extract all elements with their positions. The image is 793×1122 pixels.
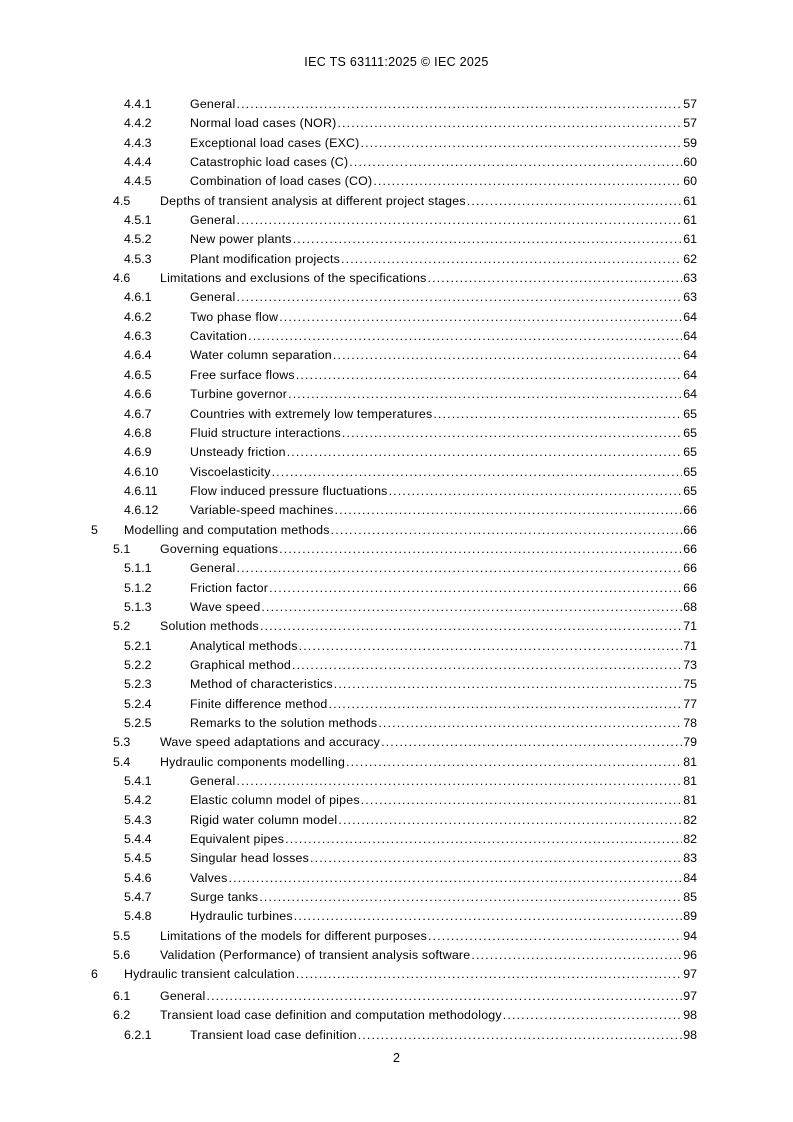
toc-entry-title: General bbox=[190, 97, 236, 111]
dot-leader bbox=[428, 928, 682, 944]
toc-entry[interactable] bbox=[0, 191, 793, 210]
toc-entry-title: Unsteady friction bbox=[190, 445, 286, 460]
toc-entry-title: Finite difference method bbox=[190, 696, 328, 711]
toc-entry-title: Free surface flows bbox=[190, 367, 295, 382]
toc-entry-line bbox=[160, 1007, 697, 1023]
toc-entry-title: Wave speed bbox=[190, 599, 261, 614]
toc-entry[interactable] bbox=[0, 713, 793, 732]
toc-entry[interactable] bbox=[0, 345, 793, 364]
toc-entry-page: 71 bbox=[683, 619, 697, 634]
dot-leader bbox=[279, 541, 682, 557]
toc-entry-number: 5.4.2 bbox=[124, 793, 152, 808]
toc-entry-title: Hydraulic components modelling bbox=[160, 754, 346, 769]
toc-entry-page: 57 bbox=[683, 116, 697, 131]
dot-leader bbox=[292, 657, 682, 673]
dot-leader bbox=[288, 386, 682, 402]
dot-leader bbox=[299, 638, 683, 654]
toc-entry-page: 75 bbox=[683, 677, 697, 692]
toc-entry-number: 5.2.3 bbox=[124, 677, 152, 692]
toc-entry-number: 4.4.1 bbox=[124, 97, 152, 111]
toc-entry-line bbox=[190, 154, 697, 170]
toc-entry-page: 65 bbox=[683, 425, 697, 440]
toc-entry-page: 96 bbox=[683, 948, 697, 963]
toc-entry[interactable] bbox=[0, 500, 793, 519]
toc-entry-line bbox=[160, 754, 697, 770]
toc-entry[interactable] bbox=[0, 848, 793, 867]
dot-leader bbox=[236, 289, 682, 305]
toc-entry-number: 4.6.6 bbox=[124, 387, 152, 402]
dot-leader bbox=[341, 251, 682, 267]
toc-entry-number: 4.6.2 bbox=[124, 309, 152, 324]
toc-entry[interactable] bbox=[0, 926, 793, 945]
toc-entry-number: 5.1.3 bbox=[124, 599, 152, 614]
toc-entry-line bbox=[160, 618, 697, 634]
toc-entry-number: 5.4.8 bbox=[124, 909, 152, 924]
toc-entry[interactable] bbox=[0, 268, 793, 287]
dot-leader bbox=[389, 483, 683, 499]
toc-entry[interactable] bbox=[0, 462, 793, 481]
toc-entry-page: 82 bbox=[683, 812, 697, 827]
toc-entry-number: 5.2.4 bbox=[124, 696, 152, 711]
toc-entry-page: 61 bbox=[683, 213, 697, 228]
toc-entry-number: 5.1.1 bbox=[124, 561, 152, 576]
toc-entry-page: 65 bbox=[683, 406, 697, 421]
toc-entry-page: 71 bbox=[683, 638, 697, 653]
toc-entry-number: 4.5.3 bbox=[124, 251, 152, 266]
toc-entry-page: 64 bbox=[683, 309, 697, 324]
dot-leader bbox=[342, 425, 682, 441]
toc-entry-page: 89 bbox=[683, 909, 697, 924]
toc-entry-number: 4.6.5 bbox=[124, 367, 152, 382]
toc-entry[interactable] bbox=[0, 210, 793, 229]
toc-entry-line bbox=[190, 444, 697, 460]
toc-entry-title: Singular head losses bbox=[190, 851, 310, 866]
dot-leader bbox=[335, 502, 683, 518]
toc-entry-number: 5.5 bbox=[113, 928, 131, 943]
toc-entry-line bbox=[190, 657, 697, 673]
toc-entry[interactable] bbox=[0, 152, 793, 171]
toc-entry-title: Governing equations bbox=[160, 541, 279, 556]
toc-entry-line bbox=[190, 135, 697, 151]
toc-entry-title: Variable-speed machines bbox=[190, 503, 334, 518]
toc-entry-page: 66 bbox=[683, 580, 697, 595]
toc-entry-number: 5 bbox=[91, 522, 98, 537]
dot-leader bbox=[329, 696, 683, 712]
toc-entry[interactable] bbox=[0, 365, 793, 384]
toc-entry-line bbox=[190, 831, 697, 847]
toc-entry[interactable] bbox=[0, 964, 793, 983]
toc-entry-title: Validation (Performance) of transient analysis software bbox=[160, 948, 471, 963]
toc-entry[interactable] bbox=[0, 384, 793, 403]
toc-entry[interactable] bbox=[0, 868, 793, 887]
dot-leader bbox=[381, 734, 682, 750]
toc-entry-number: 4.6.12 bbox=[124, 503, 159, 518]
toc-entry[interactable] bbox=[0, 597, 793, 616]
toc-entry-title: General bbox=[190, 290, 236, 305]
toc-entry-line bbox=[190, 289, 697, 305]
toc-entry-line bbox=[190, 1027, 697, 1043]
toc-entry[interactable] bbox=[0, 790, 793, 809]
toc-entry-line bbox=[190, 889, 697, 905]
toc-entry-number: 4.6.8 bbox=[124, 425, 152, 440]
toc-entry-title: Rigid water column model bbox=[190, 812, 338, 827]
toc-entry-line bbox=[190, 231, 697, 247]
toc-entry-number: 6.2 bbox=[113, 1008, 131, 1023]
dot-leader bbox=[361, 792, 682, 808]
dot-leader bbox=[248, 328, 682, 344]
toc-entry-line bbox=[160, 734, 697, 750]
dot-leader bbox=[334, 676, 682, 692]
toc-entry-title: Two phase flow bbox=[190, 309, 279, 324]
dot-leader bbox=[228, 870, 682, 886]
toc-entry-title: Cavitation bbox=[190, 329, 248, 344]
toc-entry-line bbox=[190, 328, 697, 344]
dot-leader bbox=[358, 1027, 682, 1043]
toc-entry-title: Modelling and computation methods bbox=[124, 522, 330, 537]
toc-entry-title: General bbox=[190, 561, 236, 576]
dot-leader bbox=[287, 444, 683, 460]
dot-leader bbox=[503, 1007, 682, 1023]
toc-entry-number: 6 bbox=[91, 967, 98, 982]
toc-entry-line bbox=[190, 580, 697, 596]
toc-entry-title: Plant modification projects bbox=[190, 251, 341, 266]
toc-entry-line bbox=[190, 386, 697, 402]
toc-entry-line bbox=[190, 599, 697, 615]
toc-entry[interactable] bbox=[0, 481, 793, 500]
toc-entry-page: 66 bbox=[683, 522, 697, 537]
dot-leader bbox=[272, 464, 683, 480]
toc-entry-title: Wave speed adaptations and accuracy bbox=[160, 735, 381, 750]
toc-entry-number: 5.1 bbox=[113, 541, 131, 556]
toc-entry-line bbox=[160, 928, 697, 944]
toc-entry-number: 5.4.6 bbox=[124, 870, 152, 885]
toc-entry-title: Normal load cases (NOR) bbox=[190, 116, 337, 131]
toc-entry[interactable] bbox=[0, 94, 793, 113]
toc-entry[interactable] bbox=[0, 655, 793, 674]
toc-entry-line bbox=[190, 870, 697, 886]
toc-entry-number: 5.3 bbox=[113, 735, 131, 750]
toc-entry-page: 62 bbox=[683, 251, 697, 266]
toc-entry-number: 4.4.5 bbox=[124, 174, 152, 189]
toc-entry-line bbox=[190, 715, 697, 731]
page-header: IEC TS 63111:2025 © IEC 2025 bbox=[304, 55, 489, 69]
toc-entry-line bbox=[190, 638, 697, 654]
toc-entry[interactable] bbox=[0, 1005, 793, 1024]
toc-entry[interactable] bbox=[0, 133, 793, 152]
toc-entry-number: 5.4.5 bbox=[124, 851, 152, 866]
toc-entry-line bbox=[190, 406, 697, 422]
toc-entry-page: 84 bbox=[683, 870, 697, 885]
dot-leader bbox=[261, 599, 682, 615]
dot-leader bbox=[236, 96, 682, 112]
toc-entry-line bbox=[190, 908, 697, 924]
toc-entry-line bbox=[190, 676, 697, 692]
toc-entry[interactable] bbox=[0, 229, 793, 248]
table-of-contents bbox=[0, 94, 793, 1044]
toc-entry-page: 61 bbox=[683, 193, 697, 208]
toc-entry-number: 4.6.1 bbox=[124, 290, 152, 305]
toc-entry[interactable] bbox=[0, 945, 793, 964]
toc-entry-line bbox=[160, 193, 697, 209]
toc-entry-line bbox=[190, 696, 697, 712]
toc-entry-line bbox=[160, 947, 697, 963]
toc-entry-line bbox=[190, 367, 697, 383]
toc-entry-number: 4.6.9 bbox=[124, 445, 152, 460]
dot-leader bbox=[471, 947, 682, 963]
toc-entry-line bbox=[190, 502, 697, 518]
toc-entry[interactable] bbox=[0, 249, 793, 268]
toc-entry-title: General bbox=[160, 988, 206, 1003]
toc-entry-title: Depths of transient analysis at different project stages bbox=[160, 193, 466, 208]
toc-entry[interactable] bbox=[0, 829, 793, 848]
dot-leader bbox=[236, 212, 682, 228]
toc-entry[interactable] bbox=[0, 694, 793, 713]
toc-entry[interactable] bbox=[0, 636, 793, 655]
toc-entry-page: 68 bbox=[683, 599, 697, 614]
dot-leader bbox=[433, 406, 682, 422]
dot-leader bbox=[349, 154, 682, 170]
dot-leader bbox=[236, 560, 682, 576]
dot-leader bbox=[333, 347, 682, 363]
toc-entry-page: 64 bbox=[683, 329, 697, 344]
dot-leader bbox=[310, 850, 682, 866]
toc-entry[interactable] bbox=[0, 404, 793, 423]
toc-entry-number: 5.4.1 bbox=[124, 774, 152, 789]
toc-entry-title: Turbine governor bbox=[190, 387, 288, 402]
toc-entry-title: Graphical method bbox=[190, 657, 292, 672]
toc-entry-number: 4.4.3 bbox=[124, 135, 152, 150]
toc-entry-number: 5.2.1 bbox=[124, 638, 152, 653]
dot-leader bbox=[296, 966, 682, 982]
toc-entry-page: 65 bbox=[683, 445, 697, 460]
dot-leader bbox=[338, 812, 682, 828]
toc-entry-line bbox=[190, 464, 697, 480]
toc-entry-title: Combination of load cases (CO) bbox=[190, 174, 373, 189]
toc-entry-title: Fluid structure interactions bbox=[190, 425, 341, 440]
toc-entry-line bbox=[190, 173, 697, 189]
dot-leader bbox=[378, 715, 682, 731]
toc-entry-page: 64 bbox=[683, 387, 697, 402]
toc-entry-number: 5.4.7 bbox=[124, 890, 152, 905]
toc-entry-title: Catastrophic load cases (C) bbox=[190, 155, 349, 170]
toc-entry-page: 81 bbox=[683, 793, 697, 808]
toc-entry-title: Method of characteristics bbox=[190, 677, 333, 692]
toc-entry-line bbox=[190, 96, 697, 112]
toc-entry-number: 5.2.5 bbox=[124, 716, 152, 730]
toc-entry-page: 60 bbox=[683, 155, 697, 170]
dot-leader bbox=[260, 618, 682, 634]
toc-entry-title: Solution methods bbox=[160, 619, 259, 634]
toc-entry-title: Transient load case definition bbox=[190, 1027, 357, 1042]
toc-entry-page: 63 bbox=[683, 271, 697, 286]
toc-entry-page: 85 bbox=[683, 890, 697, 905]
toc-entry-page: 59 bbox=[683, 135, 697, 150]
toc-entry-title: Exceptional load cases (EXC) bbox=[190, 135, 360, 150]
toc-entry-number: 5.4.3 bbox=[124, 812, 152, 827]
toc-entry-title: Water column separation bbox=[190, 348, 332, 363]
toc-entry-line bbox=[190, 425, 697, 441]
toc-entry-line bbox=[190, 347, 697, 363]
toc-entry-number: 5.6 bbox=[113, 948, 131, 963]
toc-entry-number: 4.5.2 bbox=[124, 232, 152, 247]
toc-entry-page: 78 bbox=[683, 716, 697, 730]
toc-entry-title: Transient load case definition and computation methodology bbox=[160, 1008, 502, 1023]
toc-entry[interactable] bbox=[0, 752, 793, 771]
toc-entry[interactable] bbox=[0, 674, 793, 693]
toc-entry-title: Limitations and exclusions of the specifications bbox=[160, 271, 427, 286]
toc-entry[interactable] bbox=[0, 1025, 793, 1044]
toc-entry-number: 4.6.10 bbox=[124, 464, 159, 479]
toc-entry[interactable] bbox=[0, 113, 793, 132]
toc-entry-title: New power plants bbox=[190, 232, 292, 247]
toc-entry[interactable] bbox=[0, 326, 793, 345]
toc-entry-number: 4.6.4 bbox=[124, 348, 152, 363]
dot-leader bbox=[206, 988, 682, 1004]
toc-entry-page: 65 bbox=[683, 483, 697, 498]
toc-entry[interactable] bbox=[0, 771, 793, 790]
dot-leader bbox=[293, 231, 683, 247]
toc-entry[interactable] bbox=[0, 520, 793, 539]
toc-entry-page: 82 bbox=[683, 832, 697, 847]
toc-entry-page: 81 bbox=[683, 754, 697, 769]
toc-entry-page: 57 bbox=[683, 97, 697, 111]
toc-entry-line bbox=[190, 309, 697, 325]
toc-entry-title: Limitations of the models for different purposes bbox=[160, 928, 427, 943]
toc-entry-line bbox=[190, 115, 697, 131]
toc-entry[interactable] bbox=[0, 287, 793, 306]
toc-entry-page: 66 bbox=[683, 503, 697, 518]
dot-leader bbox=[373, 173, 682, 189]
toc-entry[interactable] bbox=[0, 442, 793, 461]
toc-entry-title: General bbox=[190, 213, 236, 228]
dot-leader bbox=[346, 754, 682, 770]
toc-entry[interactable] bbox=[0, 810, 793, 829]
dot-leader bbox=[467, 193, 682, 209]
toc-entry-page: 66 bbox=[683, 541, 697, 556]
dot-leader bbox=[236, 773, 682, 789]
toc-entry[interactable] bbox=[0, 732, 793, 751]
toc-entry-number: 4.4.2 bbox=[124, 116, 152, 131]
toc-entry-title: Valves bbox=[190, 870, 228, 885]
toc-entry-number: 5.4.4 bbox=[124, 832, 152, 847]
toc-entry-line bbox=[190, 773, 697, 789]
toc-entry[interactable] bbox=[0, 307, 793, 326]
toc-entry-line bbox=[124, 522, 697, 538]
toc-entry-page: 97 bbox=[683, 988, 697, 1003]
toc-entry-number: 4.5 bbox=[113, 193, 131, 208]
toc-entry-title: Elastic column model of pipes bbox=[190, 793, 360, 808]
toc-entry-page: 73 bbox=[683, 657, 697, 672]
toc-entry-number: 4.5.1 bbox=[124, 213, 152, 228]
page-number: 2 bbox=[393, 1051, 400, 1065]
dot-leader bbox=[259, 889, 682, 905]
dot-leader bbox=[361, 135, 683, 151]
toc-entry-title: Remarks to the solution methods bbox=[190, 716, 378, 730]
toc-entry-title: Countries with extremely low temperatures bbox=[190, 406, 433, 421]
dot-leader bbox=[428, 270, 683, 286]
toc-entry-title: Friction factor bbox=[190, 580, 269, 595]
toc-entry-page: 66 bbox=[683, 561, 697, 576]
toc-entry-line bbox=[190, 251, 697, 267]
toc-entry-number: 4.6.3 bbox=[124, 329, 152, 344]
toc-entry[interactable] bbox=[0, 539, 793, 558]
toc-entry[interactable] bbox=[0, 906, 793, 925]
toc-entry-title: Hydraulic turbines bbox=[190, 909, 293, 924]
toc-entry-number: 4.4.4 bbox=[124, 155, 152, 170]
toc-entry-line bbox=[190, 792, 697, 808]
toc-entry-line bbox=[190, 212, 697, 228]
toc-entry[interactable] bbox=[0, 558, 793, 577]
toc-entry-number: 6.2.1 bbox=[124, 1027, 152, 1042]
dot-leader bbox=[285, 831, 682, 847]
toc-entry-page: 98 bbox=[683, 1008, 697, 1023]
toc-entry-page: 98 bbox=[683, 1027, 697, 1042]
toc-entry-page: 81 bbox=[683, 774, 697, 789]
toc-entry-number: 4.6 bbox=[113, 271, 131, 286]
toc-entry-page: 79 bbox=[683, 735, 697, 750]
toc-entry-title: Viscoelasticity bbox=[190, 464, 271, 479]
toc-entry-line bbox=[190, 483, 697, 499]
dot-leader bbox=[337, 115, 682, 131]
dot-leader bbox=[296, 367, 682, 383]
toc-entry-number: 5.4 bbox=[113, 754, 131, 769]
toc-entry-page: 61 bbox=[683, 232, 697, 247]
toc-entry-number: 5.2.2 bbox=[124, 657, 152, 672]
toc-entry-title: Equivalent pipes bbox=[190, 832, 285, 847]
toc-entry-page: 64 bbox=[683, 367, 697, 382]
dot-leader bbox=[279, 309, 682, 325]
toc-entry[interactable] bbox=[0, 578, 793, 597]
toc-entry-line bbox=[190, 812, 697, 828]
toc-entry-page: 63 bbox=[683, 290, 697, 305]
toc-entry-page: 64 bbox=[683, 348, 697, 363]
dot-leader bbox=[294, 908, 682, 924]
toc-entry-page: 97 bbox=[683, 967, 697, 982]
toc-entry-title: Flow induced pressure fluctuations bbox=[190, 483, 388, 498]
toc-entry-title: General bbox=[190, 774, 236, 789]
toc-entry-number: 4.6.7 bbox=[124, 406, 152, 421]
toc-entry-number: 4.6.11 bbox=[124, 483, 158, 498]
toc-entry[interactable] bbox=[0, 616, 793, 635]
toc-entry-number: 6.1 bbox=[113, 988, 131, 1003]
toc-entry-line bbox=[190, 850, 697, 866]
dot-leader bbox=[331, 522, 683, 538]
toc-entry-line bbox=[160, 270, 697, 286]
toc-entry-number: 5.1.2 bbox=[124, 580, 152, 595]
toc-entry-title: Hydraulic transient calculation bbox=[124, 967, 295, 982]
toc-entry-page: 60 bbox=[683, 174, 697, 189]
dot-leader bbox=[269, 580, 682, 596]
toc-entry-page: 65 bbox=[683, 464, 697, 479]
toc-entry-page: 83 bbox=[683, 851, 697, 866]
toc-entry-number: 5.2 bbox=[113, 619, 131, 634]
toc-entry-line bbox=[124, 966, 697, 982]
toc-entry-page: 94 bbox=[683, 928, 697, 943]
toc-entry-line bbox=[160, 541, 697, 557]
toc-entry-page: 77 bbox=[683, 696, 697, 711]
toc-entry-title: Surge tanks bbox=[190, 890, 259, 905]
toc-entry[interactable] bbox=[0, 171, 793, 190]
toc-entry-line bbox=[160, 988, 697, 1004]
toc-entry[interactable] bbox=[0, 986, 793, 1005]
toc-entry-title: Analytical methods bbox=[190, 638, 298, 653]
toc-entry-line bbox=[190, 560, 697, 576]
toc-entry[interactable] bbox=[0, 423, 793, 442]
toc-entry[interactable] bbox=[0, 887, 793, 906]
